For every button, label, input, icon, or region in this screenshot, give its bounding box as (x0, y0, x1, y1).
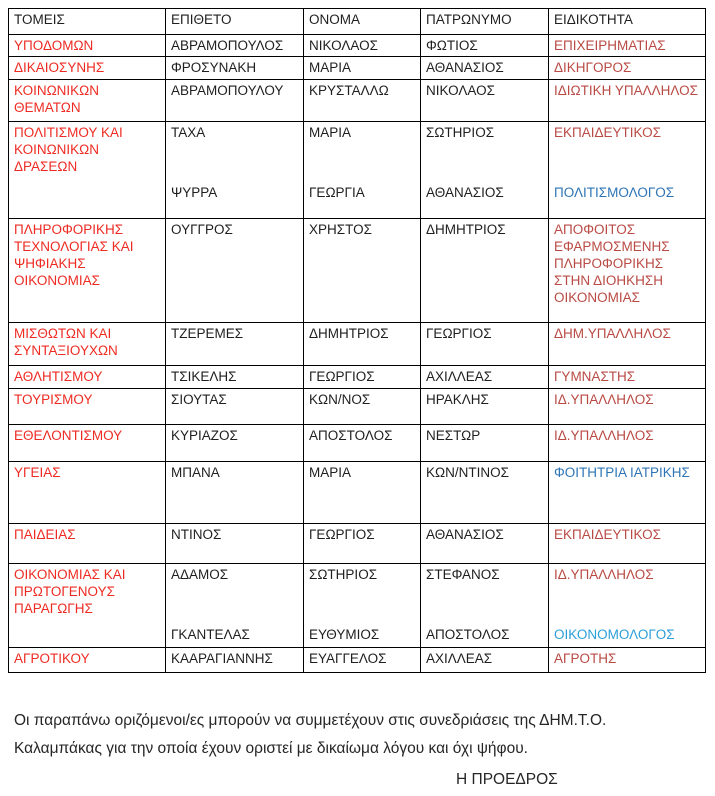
patronym-cell (421, 366, 549, 389)
specialty-cell (549, 389, 706, 425)
patronym-cell (421, 122, 549, 219)
epitheto-text: ΤΖΕΡΕΜΕΣ (171, 326, 244, 341)
firstname-cell (304, 57, 421, 80)
firstname-cell (304, 366, 421, 389)
eidikotita-text: ΔΙΚΗΓΟΡΟΣ (554, 60, 632, 75)
surname-cell (166, 462, 304, 524)
table-row (9, 564, 706, 648)
patronymo-text: ΑΧΙΛΛΕΑΣ (426, 369, 493, 384)
firstname-cell (304, 524, 421, 564)
header-eidikotita: ΕΙΔΙΚΟΤΗΤΑ (549, 9, 706, 35)
patronym-cell (421, 219, 549, 323)
epitheto-text: ΜΠΑΝΑ (171, 465, 220, 480)
eidikotita-text: ΙΔ.ΥΠΑΛΛΗΛΟΣ (554, 567, 654, 582)
table-row (9, 366, 706, 389)
patronymo-text: ΦΩΤΙΟΣ (426, 38, 478, 53)
specialty-cell (549, 80, 706, 122)
specialty-cell (549, 648, 706, 673)
table-row (9, 648, 706, 673)
epitheto-text: ΚΥΡΙΑΖΟΣ (171, 428, 238, 443)
header-epitheto: ΕΠΙΘΕΤΟ (166, 9, 304, 35)
specialty-cell (549, 122, 706, 219)
table-row (9, 425, 706, 462)
onoma-text: ΣΩΤΗΡΙΟΣ (309, 567, 378, 582)
firstname-cell (304, 219, 421, 323)
sector-cell: ΤΟΥΡΙΣΜΟΥ (9, 389, 166, 425)
onoma-text: ΕΥΑΓΓΕΛΟΣ (309, 651, 387, 666)
patronymo-text: ΑΧΙΛΛΕΑΣ (426, 651, 493, 666)
firstname-cell (304, 323, 421, 366)
header-patronymo: ΠΑΤΡΩΝΥΜΟ (421, 9, 549, 35)
onoma-text: ΚΡΥΣΤΑΛΛΩ (309, 83, 389, 98)
sector-cell: ΠΑΙΔΕΙΑΣ (9, 524, 166, 564)
onoma-text: ΜΑΡΙΑ (309, 60, 352, 75)
sector-cell: ΕΘΕΛΟΝΤΙΣΜΟΥ (9, 425, 166, 462)
table-row (9, 219, 706, 323)
surname-cell (166, 425, 304, 462)
sector-cell: ΥΠΟΔΟΜΩΝ (9, 35, 166, 57)
surname-cell (166, 80, 304, 122)
epitheto-text: ΤΑΧΑ (171, 125, 206, 140)
patronymo-text: ΣΤΕΦΑΝΟΣ (426, 567, 500, 582)
patronym-cell (421, 425, 549, 462)
eidikotita-text: ΑΠΟΦΟΙΤΟΣ ΕΦΑΡΜΟΣΜΕΝΗΣ ΠΛΗΡΟΦΟΡΙΚΗΣ ΣΤΗΝ ΔΙΟΗΚΗΣΗ ΟΙΚΟΝΟΜΙΑΣ (554, 222, 670, 305)
sector-cell: ΜΙΣΘΩΤΩΝ ΚΑΙ ΣΥΝΤΑΞΙΟΥΧΩΝ (9, 323, 166, 366)
specialty-cell (549, 564, 706, 648)
patronym-cell (421, 564, 549, 648)
onoma-text: ΚΩΝ/ΝΟΣ (309, 392, 371, 407)
table-header-row (9, 9, 706, 35)
table-row (9, 57, 706, 80)
onoma-text: ΔΗΜΗΤΡΙΟΣ (309, 326, 389, 341)
onoma-text: ΓΕΩΡΓΙΟΣ (309, 527, 375, 542)
firstname-cell (304, 122, 421, 219)
onoma-text: ΑΠΟΣΤΟΛΟΣ (309, 428, 393, 443)
specialty-cell (549, 57, 706, 80)
table-row (9, 35, 706, 57)
sector-cell: ΥΓΕΙΑΣ (9, 462, 166, 524)
epitheto-text: ΣΙΟΥΤΑΣ (171, 392, 227, 407)
patronym-cell (421, 524, 549, 564)
epitheto-text: ΓΚΑΝΤΕΛΑΣ (171, 627, 250, 642)
sector-cell: ΠΛΗΡΟΦΟΡΙΚΗΣ ΤΕΧΝΟΛΟΓΙΑΣ ΚΑΙ ΨΗΦΙΑΚΗΣ ΟΙΚΟΝΟΜΙΑΣ (9, 219, 166, 323)
table-row (9, 80, 706, 122)
eidikotita-text: ΠΟΛΙΤΙΣΜΟΛΟΓΟΣ (554, 185, 675, 200)
specialty-cell (549, 425, 706, 462)
onoma-text: ΕΥΘΥΜΙΟΣ (309, 627, 380, 642)
onoma-text: ΓΕΩΡΓΙΟΣ (309, 369, 375, 384)
footer-line-1: Οι παραπάνω οριζόμενοι/ες μπορούν να συμμετέχουν στις συνεδριάσεις της ΔΗΜ.Τ.Ο. (14, 712, 607, 729)
patronymo-text: ΓΕΩΡΓΙΟΣ (426, 326, 492, 341)
epitheto-text: ΟΥΓΓΡΟΣ (171, 222, 233, 237)
eidikotita-text: ΙΔΙΩΤΙΚΗ ΥΠΑΛΛΗΛΟΣ (554, 83, 698, 98)
footer-line-2: Καλαμπάκας για την οποία έχουν οριστεί με δικαίωμα λόγου και όχι ψήφου. (14, 740, 528, 757)
eidikotita-text: ΕΚΠΑΙΔΕΥΤΙΚΟΣ (554, 527, 661, 542)
members-table-body (9, 35, 706, 673)
epitheto-text: ΑΒΡΑΜΟΠΟΥΛΟΣ (171, 38, 284, 53)
patronymo-text: ΑΘΑΝΑΣΙΟΣ (426, 185, 504, 200)
table-row (9, 462, 706, 524)
patronymo-text: ΔΗΜΗΤΡΙΟΣ (426, 222, 506, 237)
eidikotita-text: ΓΥΜΝΑΣΤΗΣ (554, 369, 636, 384)
firstname-cell (304, 389, 421, 425)
table-row (9, 323, 706, 366)
patronymo-text: ΣΩΤΗΡΙΟΣ (426, 125, 495, 140)
patronymo-text: ΑΠΟΣΤΟΛΟΣ (426, 627, 510, 642)
firstname-cell (304, 564, 421, 648)
signature-title: Η ΠΡΟΕΔΡΟΣ (456, 771, 558, 788)
members-table (8, 8, 706, 673)
eidikotita-text: ΑΓΡΟΤΗΣ (554, 651, 617, 666)
surname-cell (166, 524, 304, 564)
epitheto-text: ΚΑΑΡΑΓΙΑΝΝΗΣ (171, 651, 273, 666)
epitheto-text: ΑΔΑΜΟΣ (171, 567, 229, 582)
firstname-cell (304, 35, 421, 57)
patronym-cell (421, 648, 549, 673)
specialty-cell (549, 323, 706, 366)
specialty-cell (549, 219, 706, 323)
sector-cell: ΠΟΛΙΤΙΣΜΟΥ ΚΑΙ ΚΟΙΝΩΝΙΚΩΝ ΔΡΑΣΕΩΝ (9, 122, 166, 219)
table-row (9, 122, 706, 219)
eidikotita-text: ΙΔ.ΥΠΑΛΛΗΛΟΣ (554, 428, 654, 443)
epitheto-text: ΤΣΙΚΕΛΗΣ (171, 369, 237, 384)
epitheto-text: ΦΡΟΣΥΝΑΚΗ (171, 60, 257, 75)
epitheto-text: ΨΥΡΡΑ (171, 185, 218, 200)
epitheto-text: ΝΤΙΝΟΣ (171, 527, 222, 542)
footer-note (8, 707, 698, 763)
onoma-text: ΝΙΚΟΛΑΟΣ (309, 38, 378, 53)
surname-cell (166, 323, 304, 366)
eidikotita-text: ΔΗΜ.ΥΠΑΛΛΗΛΟΣ (554, 326, 671, 341)
sector-cell: ΔΙΚΑΙΟΣΥΝΗΣ (9, 57, 166, 80)
patronymo-text: ΝΕΣΤΩΡ (426, 428, 481, 443)
surname-cell (166, 366, 304, 389)
eidikotita-text: ΕΠΙΧΕΙΡΗΜΑΤΙΑΣ (554, 38, 666, 53)
surname-cell (166, 648, 304, 673)
surname-cell (166, 389, 304, 425)
firstname-cell (304, 425, 421, 462)
surname-cell (166, 122, 304, 219)
header-tomeis: ΤΟΜΕΙΣ (9, 9, 166, 35)
sector-cell: ΑΘΛΗΤΙΣΜΟΥ (9, 366, 166, 389)
surname-cell (166, 57, 304, 80)
sector-cell: ΟΙΚΟΝΟΜΙΑΣ ΚΑΙ ΠΡΩΤΟΓΕΝΟΥΣ ΠΑΡΑΓΩΓΗΣ (9, 564, 166, 648)
onoma-text: ΓΕΩΡΓΙΑ (309, 185, 365, 200)
patronym-cell (421, 57, 549, 80)
surname-cell (166, 564, 304, 648)
sector-cell: ΚΟΙΝΩΝΙΚΩΝ ΘΕΜΑΤΩΝ (9, 80, 166, 122)
firstname-cell (304, 462, 421, 524)
specialty-cell (549, 462, 706, 524)
eidikotita-text: ΕΚΠΑΙΔΕΥΤΙΚΟΣ (554, 125, 661, 140)
specialty-cell (549, 366, 706, 389)
onoma-text: ΜΑΡΙΑ (309, 125, 352, 140)
patronymo-text: ΗΡΑΚΛΗΣ (426, 392, 489, 407)
sector-cell: ΑΓΡΟΤΙΚΟΥ (9, 648, 166, 673)
surname-cell (166, 219, 304, 323)
specialty-cell (549, 524, 706, 564)
patronymo-text: ΑΘΑΝΑΣΙΟΣ (426, 527, 504, 542)
patronym-cell (421, 462, 549, 524)
eidikotita-text: ΦΟΙΤΗΤΡΙΑ ΙΑΤΡΙΚΗΣ (554, 465, 690, 480)
table-row (9, 524, 706, 564)
patronym-cell (421, 80, 549, 122)
eidikotita-text: ΟΙΚΟΝΟΜΟΛΟΓΟΣ (554, 627, 675, 642)
patronymo-text: ΝΙΚΟΛΑΟΣ (426, 83, 495, 98)
epitheto-text: ΑΒΡΑΜΟΠΟΥΛΟΥ (171, 83, 284, 98)
surname-cell (166, 35, 304, 57)
patronymo-text: ΑΘΑΝΑΣΙΟΣ (426, 60, 504, 75)
eidikotita-text: ΙΔ.ΥΠΑΛΛΗΛΟΣ (554, 392, 654, 407)
onoma-text: ΧΡΗΣΤΟΣ (309, 222, 372, 237)
onoma-text: ΜΑΡΙΑ (309, 465, 352, 480)
header-onoma: ΟΝΟΜΑ (304, 9, 421, 35)
patronymo-text: ΚΩΝ/ΝΤΙΝΟΣ (426, 465, 509, 480)
patronym-cell (421, 35, 549, 57)
firstname-cell (304, 80, 421, 122)
firstname-cell (304, 648, 421, 673)
patronym-cell (421, 323, 549, 366)
specialty-cell (549, 35, 706, 57)
table-row (9, 389, 706, 425)
patronym-cell (421, 389, 549, 425)
